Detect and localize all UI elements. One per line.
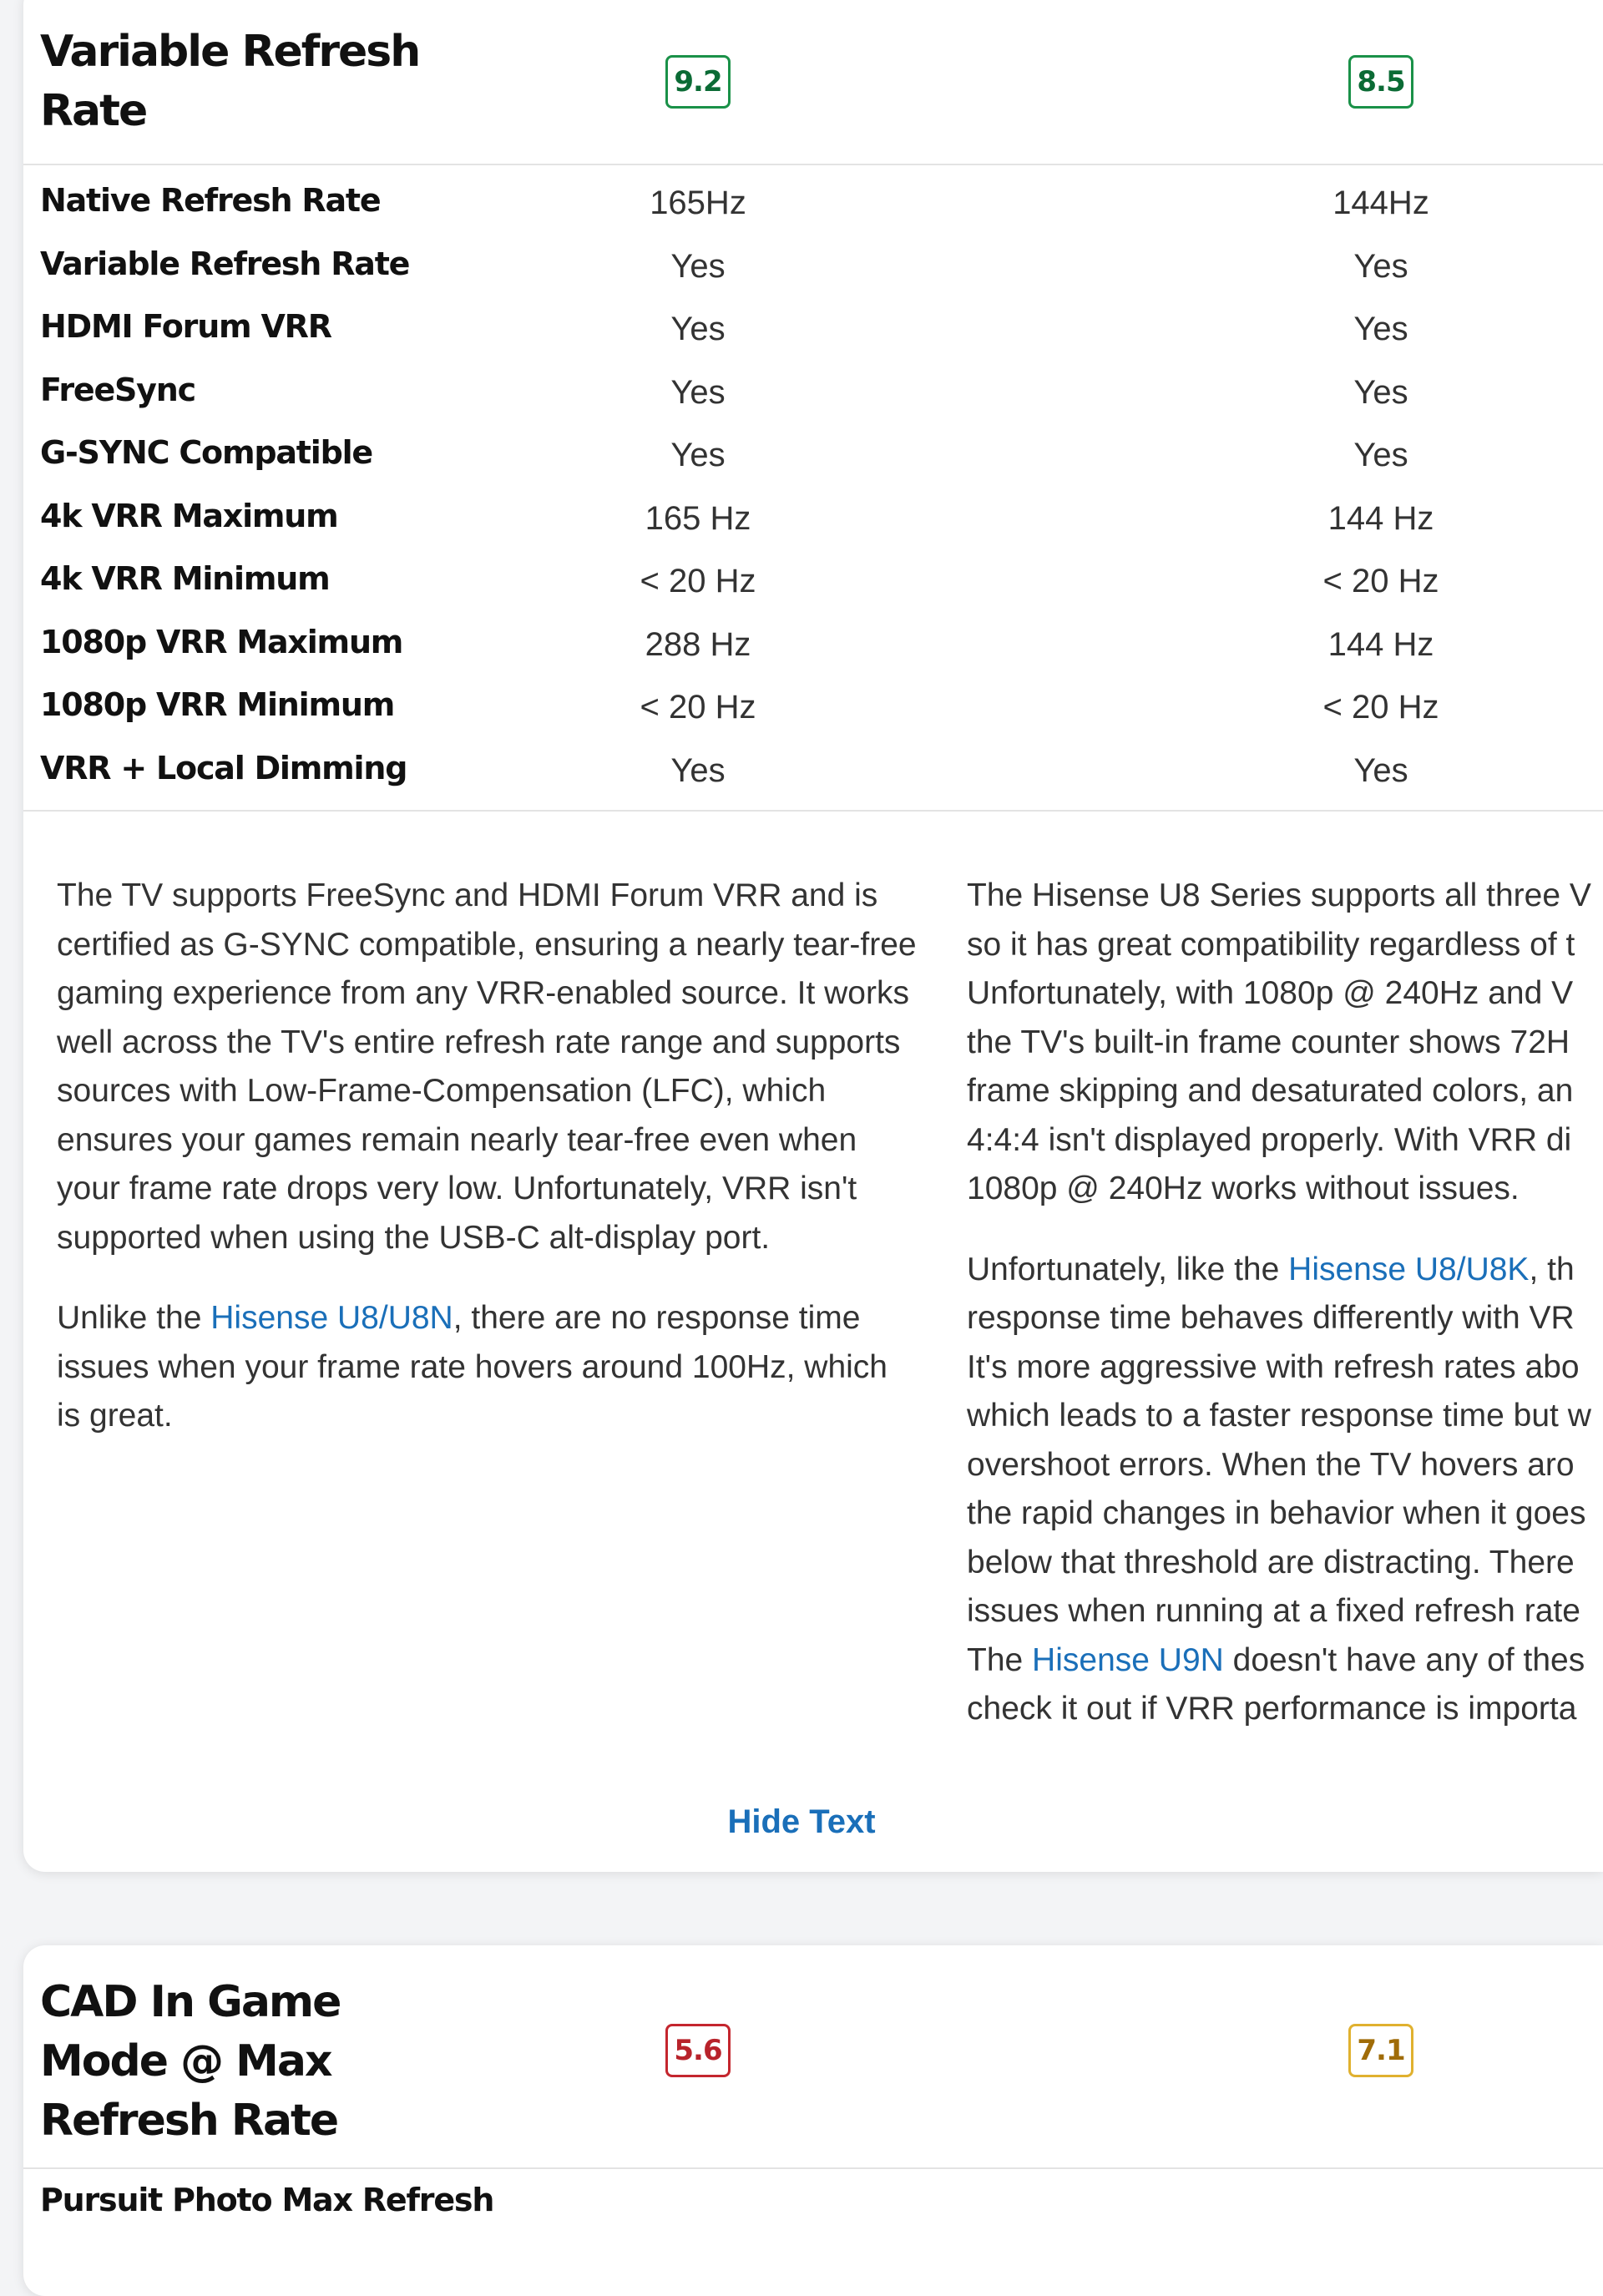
row-value-a: Yes bbox=[670, 311, 726, 347]
spec-table bbox=[23, 165, 1603, 812]
row-value-a: 165 Hz bbox=[645, 499, 751, 537]
row-label: Native Refresh Rate bbox=[40, 182, 381, 219]
row-label: 4k VRR Minimum bbox=[40, 560, 330, 597]
paragraph bbox=[57, 1294, 917, 1441]
text-line: issues when running at a fixed refresh rate bbox=[967, 1593, 1580, 1629]
table-row bbox=[23, 174, 1603, 237]
table-row bbox=[23, 237, 1603, 301]
row-label: Variable Refresh Rate bbox=[40, 245, 410, 282]
cad-section-header bbox=[23, 1945, 1603, 2169]
table-row bbox=[23, 363, 1603, 427]
row-label: FreeSync bbox=[40, 371, 195, 408]
score-badge-product-b: 8.5 bbox=[1348, 55, 1413, 109]
text-line: frame skipping and desaturated colors, an bbox=[967, 1073, 1574, 1109]
row-label: VRR + Local Dimming bbox=[40, 749, 407, 786]
text-line: which leads to a faster response time but w bbox=[967, 1398, 1591, 1434]
row-value-a: Yes bbox=[670, 373, 726, 411]
row-label: HDMI Forum VRR bbox=[40, 308, 331, 345]
table-row bbox=[23, 552, 1603, 615]
row-value-b: < 20 Hz bbox=[1322, 563, 1439, 599]
text-line: , th bbox=[1529, 1251, 1575, 1287]
row-value-a: Yes bbox=[670, 751, 726, 789]
score-badge-product-a: 9.2 bbox=[665, 55, 731, 109]
text-line: overshoot errors. When the TV hovers aro bbox=[967, 1446, 1575, 1483]
paragraph-text: Unlike the bbox=[57, 1300, 211, 1336]
text-line: below that threshold are distracting. There bbox=[967, 1544, 1575, 1580]
row-label: G-SYNC Compatible bbox=[40, 434, 372, 471]
text-line: the TV's built-in frame counter shows 72H bbox=[967, 1024, 1570, 1060]
text-line: doesn't have any of thes bbox=[1223, 1641, 1585, 1678]
row-value-b: Yes bbox=[1353, 373, 1408, 411]
row-value-a: 165Hz bbox=[650, 185, 746, 221]
text-line: the rapid changes in behavior when it goes bbox=[967, 1495, 1586, 1531]
hisense-u8-u8n-link[interactable]: Hisense U8/U8N bbox=[210, 1300, 453, 1336]
score-badge-product-a: 5.6 bbox=[665, 2024, 731, 2077]
table-row bbox=[23, 741, 1603, 805]
table-row bbox=[23, 489, 1603, 553]
row-value-a: 288 Hz bbox=[645, 625, 751, 663]
row-label: 1080p VRR Maximum bbox=[40, 623, 403, 660]
section-title: Variable Refresh Rate bbox=[40, 27, 420, 136]
text-line: 4:4:4 isn't displayed properly. With VRR di bbox=[967, 1121, 1572, 1158]
score-badge-product-b: 7.1 bbox=[1348, 2024, 1413, 2077]
row-label: 1080p VRR Minimum bbox=[40, 686, 395, 723]
review-text-product-b bbox=[967, 872, 1603, 1766]
section-title: CAD In Game Mode @ Max Refresh Rate bbox=[40, 1977, 341, 2146]
hisense-u9n-link[interactable]: Hisense U9N bbox=[1032, 1641, 1224, 1678]
row-value-a: Yes bbox=[670, 437, 726, 473]
row-value-a: Yes bbox=[670, 247, 726, 285]
row-value-b: Yes bbox=[1353, 311, 1408, 347]
row-value-b: 144Hz bbox=[1332, 185, 1429, 221]
text-line: check it out if VRR performance is importa bbox=[967, 1691, 1577, 1727]
pursuit-photo-row-label: Pursuit Photo Max Refresh bbox=[40, 2182, 494, 2218]
text-line: response time behaves differently with VR bbox=[967, 1300, 1575, 1336]
table-row bbox=[23, 300, 1603, 363]
row-value-b: Yes bbox=[1353, 751, 1408, 789]
text-line: The Hisense U8 Series supports all three V bbox=[967, 877, 1591, 913]
paragraph: The TV supports FreeSync and HDMI Forum VRR and is certified as G-SYNC compatible, ensuring a nearly tear-free gaming experience from any VRR-enabled source. It works well across the TV's entire refresh rate range and supports sources with Low-Frame-Compensation (LFC), which ensures your games remain nearly tear-free even when your frame rate drops very low. Unfortunately, VRR isn't supported when using the USB-C alt-display port. bbox=[57, 877, 917, 1256]
table-row bbox=[23, 615, 1603, 679]
table-row bbox=[23, 426, 1603, 489]
vrr-section-header bbox=[23, 0, 1603, 165]
text-line: The bbox=[967, 1641, 1033, 1678]
paragraph-text: , there are no response time issues when your frame rate hovers around 100Hz, which is great. bbox=[57, 1300, 887, 1434]
text-line: It's more aggressive with refresh rates abo bbox=[967, 1348, 1580, 1385]
review-text-product-a bbox=[57, 872, 917, 1473]
text-line: Unfortunately, with 1080p @ 240Hz and V bbox=[967, 975, 1574, 1011]
row-value-b: Yes bbox=[1353, 437, 1408, 473]
vrr-section-card bbox=[23, 0, 1603, 1872]
row-value-b: 144 Hz bbox=[1327, 625, 1434, 663]
text-line: Unfortunately, like the bbox=[967, 1251, 1289, 1287]
review-text-area bbox=[23, 812, 1603, 1733]
hisense-u8-u8k-link[interactable]: Hisense U8/U8K bbox=[1288, 1251, 1530, 1287]
row-value-b: < 20 Hz bbox=[1322, 689, 1439, 726]
text-line: so it has great compatibility regardless of t bbox=[967, 926, 1575, 963]
row-value-b: Yes bbox=[1353, 247, 1408, 285]
paragraph bbox=[967, 872, 1603, 1214]
table-row bbox=[23, 678, 1603, 741]
hide-text-button[interactable]: Hide Text bbox=[727, 1803, 876, 1840]
text-line: 1080p @ 240Hz works without issues. bbox=[967, 1171, 1520, 1206]
row-value-b: 144 Hz bbox=[1327, 499, 1434, 537]
row-label: 4k VRR Maximum bbox=[40, 497, 338, 534]
paragraph bbox=[967, 1246, 1603, 1734]
row-value-a: < 20 Hz bbox=[640, 563, 756, 599]
row-value-a: < 20 Hz bbox=[640, 689, 756, 726]
cad-section-card bbox=[23, 1945, 1603, 2296]
